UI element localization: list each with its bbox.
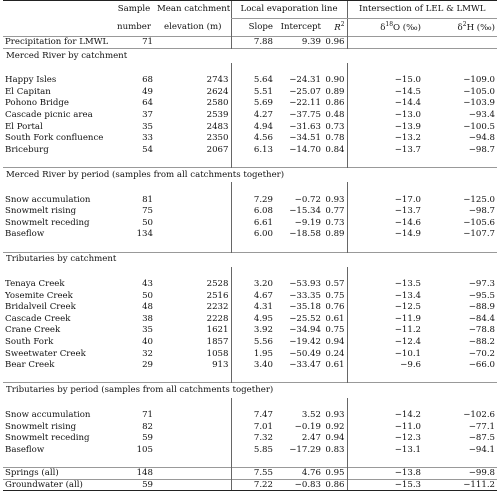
cell-n: 48: [142, 302, 153, 313]
cell-intercept: −53.93: [289, 279, 321, 290]
cell-intercept: −33.35: [289, 290, 321, 301]
cell-d2: −102.6: [463, 410, 496, 421]
table-row: [3, 479, 497, 491]
cell-name: Snow accumulation: [5, 194, 91, 205]
cell-r2: 0.61: [325, 360, 345, 371]
cell-intercept: −22.11: [289, 98, 321, 109]
cell-r2: 0.96: [323, 37, 347, 49]
cell-elev: [155, 410, 231, 422]
cell-intercept: −14.70: [289, 144, 321, 155]
cell-d2: −94.8: [468, 133, 496, 144]
cell-d18: −13.7: [347, 144, 423, 156]
table-row: [3, 86, 497, 98]
cell-intercept: −34.51: [289, 133, 321, 144]
cell-r2: 0.76: [325, 302, 345, 313]
cell-d2: −93.4: [468, 109, 496, 120]
cell-r2: 0.24: [325, 348, 345, 359]
cell-elev: 2483: [206, 121, 229, 132]
cell-n: 134: [136, 229, 153, 240]
cell-r2: 0.61: [325, 313, 345, 324]
cell-intercept: −0.83: [275, 479, 323, 491]
cell-elev: 2528: [206, 279, 229, 290]
cell-d2: [423, 37, 497, 49]
table-row: [3, 279, 497, 291]
cell-elev: 2743: [206, 75, 229, 86]
cell-slope: 6.00: [231, 229, 275, 241]
cell-d2: −105.6: [463, 217, 496, 228]
cell-d2: −66.0: [468, 360, 496, 371]
cell-name: Baseflow: [5, 229, 45, 240]
cell-elev: [155, 444, 231, 456]
table-row: [3, 433, 497, 445]
cell-r2: 0.93: [325, 194, 345, 205]
cell-intercept: −34.94: [289, 325, 321, 336]
cell-elev: [155, 194, 231, 206]
cell-d2: −98.7: [468, 206, 496, 217]
cell-intercept: −31.63: [289, 121, 321, 132]
cell-r2: 0.73: [325, 121, 345, 132]
header-elevation-bottom: elevation (m): [164, 21, 222, 32]
section-heading-row: [3, 383, 497, 398]
cell-slope: 4.31: [231, 302, 275, 314]
cell-slope: 4.95: [231, 313, 275, 325]
cell-elev: [155, 37, 231, 49]
cell-elev: [155, 479, 231, 491]
header-r2-base: R: [334, 23, 341, 34]
cell-n: 64: [142, 98, 153, 109]
cell-r2: 0.90: [325, 75, 345, 86]
cell-intercept: −15.34: [289, 206, 321, 217]
section-heading: Merced River by catchment: [3, 48, 497, 63]
header-sample-bottom: number: [117, 21, 151, 32]
cell-n: 38: [142, 313, 153, 324]
cell-n: 29: [142, 360, 153, 371]
cell-n: 35: [142, 325, 153, 336]
cell-elev: 2067: [206, 144, 229, 155]
cell-slope: 3.40: [231, 360, 275, 372]
section-heading: Tributaries by catchment: [3, 252, 497, 267]
cell-d2: −88.9: [468, 302, 496, 313]
table-row: [3, 144, 497, 156]
cell-slope: 7.88: [231, 37, 275, 49]
cell-r2: 0.94: [325, 433, 345, 444]
cell-slope: 7.01: [231, 421, 275, 433]
cell-n: 32: [142, 348, 153, 359]
cell-d18: −14.9: [347, 229, 423, 241]
cell-name: Bear Creek: [5, 360, 55, 371]
cell-slope: 7.47: [231, 410, 275, 422]
cell-d2: −109.0: [463, 75, 496, 86]
header-elevation-top: Mean catchment: [155, 1, 231, 19]
cell-d18: −12.3: [347, 433, 423, 445]
table-row: [3, 109, 497, 121]
cell-slope: 4.67: [231, 290, 275, 302]
cell-slope: 6.08: [231, 206, 275, 218]
cell-intercept: −0.19: [294, 421, 321, 432]
cell-d2: −107.7: [463, 229, 496, 240]
section-heading: Tributaries by period (samples from all catchments together): [3, 383, 497, 398]
table-row: [3, 75, 497, 87]
cell-slope: 3.20: [231, 279, 275, 291]
cell-d2: −78.8: [468, 325, 496, 336]
cell-slope: 1.95: [231, 348, 275, 360]
cell-d2: −95.5: [468, 290, 496, 301]
cell-elev: [155, 433, 231, 445]
cell-n: 71: [113, 37, 155, 49]
table-row: [3, 206, 497, 218]
section-heading-row: [3, 167, 497, 182]
cell-name: Cascade Creek: [5, 313, 71, 324]
table-row: [3, 217, 497, 229]
cell-name: El Capitan: [5, 86, 51, 97]
header-r2: [323, 19, 347, 37]
cell-d18: −13.5: [347, 279, 423, 291]
table-row: [3, 325, 497, 337]
cell-intercept: −17.29: [289, 444, 321, 455]
cell-r2: 0.86: [323, 479, 347, 491]
cell-n: 33: [142, 133, 153, 144]
header-d2h: $\delta^2H$ (‰): [457, 21, 496, 34]
table-row: [3, 360, 497, 372]
cell-name: Crane Creek: [5, 325, 61, 336]
cell-d18: −12.5: [347, 302, 423, 314]
cell-elev: 2350: [206, 133, 229, 144]
cell-d2: −84.4: [468, 313, 496, 324]
table-row: [3, 290, 497, 302]
cell-intercept: −37.75: [289, 109, 321, 120]
cell-elev: [155, 217, 231, 229]
cell-intercept: −33.47: [289, 360, 321, 371]
table-row: [3, 468, 497, 480]
cell-slope: 4.56: [231, 133, 275, 145]
cell-r2: 0.83: [325, 444, 345, 455]
section-heading-row: [3, 252, 497, 267]
cell-n: 75: [142, 206, 153, 217]
cell-slope: 6.61: [231, 217, 275, 229]
cell-n: 105: [136, 444, 153, 455]
cell-slope: 5.85: [231, 444, 275, 456]
cell-slope: 5.51: [231, 86, 275, 98]
cell-slope: 7.29: [231, 194, 275, 206]
table-row: [3, 313, 497, 325]
cell-r2: 0.86: [325, 98, 345, 109]
header-intersection-group: Intersection of LEL & LMWL: [347, 1, 497, 19]
cell-name: Baseflow: [5, 444, 45, 455]
cell-r2: 0.48: [325, 109, 345, 120]
cell-name: Snowmelt rising: [5, 206, 77, 217]
cell-name: Snowmelt rising: [5, 421, 77, 432]
cell-elev: 2624: [206, 86, 229, 97]
cell-elev: 2580: [206, 98, 229, 109]
cell-name: Snow accumulation: [5, 410, 91, 421]
table-row: [3, 410, 497, 422]
cell-slope: 7.55: [231, 468, 275, 480]
cell-slope: 5.64: [231, 75, 275, 87]
cell-d18: −11.2: [347, 325, 423, 337]
cell-name: Precipitation for LMWL: [3, 37, 113, 49]
cell-elev: 2228: [206, 313, 229, 324]
cell-intercept: −35.18: [289, 302, 321, 313]
cell-slope: 3.92: [231, 325, 275, 337]
cell-name: Groundwater (all): [3, 479, 113, 491]
header-intercept: Intercept: [280, 22, 321, 33]
cell-n: 54: [142, 144, 153, 155]
header-sample-top: Sample: [113, 1, 155, 19]
cell-n: 50: [142, 290, 153, 301]
cell-n: 35: [142, 121, 153, 132]
cell-d18: −15.0: [347, 75, 423, 87]
cell-name: Bridalveil Creek: [5, 302, 76, 313]
cell-n: 82: [142, 421, 153, 432]
cell-n: 81: [142, 194, 153, 205]
cell-d18: −13.0: [347, 109, 423, 121]
cell-d2: −94.1: [468, 444, 496, 455]
cell-d18: −13.9: [347, 121, 423, 133]
cell-n: 59: [142, 433, 153, 444]
cell-elev: [155, 468, 231, 480]
cell-slope: 5.56: [231, 337, 275, 349]
cell-elev: [155, 206, 231, 218]
cell-n: 68: [142, 75, 153, 86]
cell-intercept: 9.39: [275, 37, 323, 49]
cell-r2: 0.89: [325, 229, 345, 240]
cell-r2: 0.75: [325, 290, 345, 301]
cell-d2: −103.9: [463, 98, 496, 109]
cell-name: Springs (all): [3, 468, 113, 480]
cell-name: El Portal: [5, 121, 43, 132]
cell-slope: 5.69: [231, 98, 275, 110]
table-row: [3, 348, 497, 360]
cell-d18: −13.4: [347, 290, 423, 302]
table-row: [3, 302, 497, 314]
cell-r2: 0.84: [325, 144, 345, 155]
cell-elev: 1621: [206, 325, 229, 336]
cell-elev: 2539: [206, 109, 229, 120]
table-row: [3, 121, 497, 133]
cell-d2: −98.7: [468, 144, 496, 155]
cell-elev: [155, 421, 231, 433]
cell-intercept: −25.52: [289, 313, 321, 324]
cell-name: Briceburg: [5, 144, 49, 155]
cell-d2: −77.1: [468, 421, 496, 432]
cell-d18: −9.6: [347, 360, 423, 372]
cell-d18: −14.6: [347, 217, 423, 229]
isotope-evaporation-table: [3, 0, 497, 491]
cell-elev: 913: [212, 360, 229, 371]
cell-d2: −105.0: [463, 86, 496, 97]
cell-r2: 0.78: [325, 133, 345, 144]
cell-name: Sweetwater Creek: [5, 348, 86, 359]
cell-d2: −111.2: [423, 479, 497, 491]
cell-d18: −10.1: [347, 348, 423, 360]
cell-d2: −100.5: [463, 121, 496, 132]
cell-n: 49: [142, 86, 153, 97]
cell-n: 71: [142, 410, 153, 421]
cell-d18: −17.0: [347, 194, 423, 206]
header-blank: [3, 1, 113, 19]
cell-intercept: −50.49: [289, 348, 321, 359]
cell-d18: −14.2: [347, 410, 423, 422]
cell-d2: −70.2: [468, 348, 496, 359]
table-row: [3, 444, 497, 456]
table-row: [3, 229, 497, 241]
cell-d2: −88.2: [468, 337, 496, 348]
cell-r2: 0.57: [325, 279, 345, 290]
cell-n: 40: [142, 337, 153, 348]
cell-d2: −97.3: [468, 279, 496, 290]
cell-d18: −14.5: [347, 86, 423, 98]
cell-elev: 1058: [206, 348, 229, 359]
cell-n: 148: [113, 468, 155, 480]
cell-name: Cascade picnic area: [5, 109, 93, 120]
table-body: [3, 37, 497, 491]
header-row-1: [3, 1, 497, 19]
cell-d2: −99.8: [423, 468, 497, 480]
cell-r2: 0.92: [325, 421, 345, 432]
header-row-2: [3, 19, 497, 37]
table-row: [3, 98, 497, 110]
cell-r2: 0.73: [325, 217, 345, 228]
cell-r2: 0.93: [325, 410, 345, 421]
header-slope: Slope: [231, 19, 275, 37]
cell-d18: −11.0: [347, 421, 423, 433]
cell-d18: −13.7: [347, 206, 423, 218]
cell-intercept: −24.31: [289, 75, 321, 86]
cell-name: Snowmelt receding: [5, 217, 90, 228]
cell-n: 50: [142, 217, 153, 228]
cell-n: 43: [142, 279, 153, 290]
cell-r2: 0.75: [325, 325, 345, 336]
cell-r2: 0.94: [325, 337, 345, 348]
section-heading-row: [3, 48, 497, 63]
header-d18o: $\delta^{18}O$ (‰): [347, 19, 423, 37]
cell-d18: −14.4: [347, 98, 423, 110]
table-row: [3, 133, 497, 145]
cell-elev: 1857: [206, 337, 229, 348]
cell-intercept: −18.58: [289, 229, 321, 240]
cell-d18: −13.2: [347, 133, 423, 145]
table-row: [3, 337, 497, 349]
cell-slope: 4.27: [231, 109, 275, 121]
cell-intercept: −0.72: [294, 194, 321, 205]
table-row: [3, 37, 497, 49]
cell-d18: −13.1: [347, 444, 423, 456]
cell-intercept: 2.47: [301, 433, 321, 444]
cell-elev: [155, 229, 231, 241]
cell-r2: 0.95: [323, 468, 347, 480]
cell-slope: 7.32: [231, 433, 275, 445]
cell-name: Tenaya Creek: [5, 279, 65, 290]
cell-intercept: 4.76: [275, 468, 323, 480]
section-heading: Merced River by period (samples from all catchments together): [3, 167, 497, 182]
cell-name: South Fork: [5, 337, 54, 348]
cell-intercept: −19.42: [289, 337, 321, 348]
cell-name: South Fork confluence: [5, 133, 104, 144]
cell-name: Happy Isles: [5, 75, 57, 86]
table-row: [3, 194, 497, 206]
cell-slope: 7.22: [231, 479, 275, 491]
cell-d18: [347, 37, 423, 49]
cell-name: Yosemite Creek: [5, 290, 73, 301]
cell-d2: −87.5: [468, 433, 496, 444]
cell-r2: 0.77: [325, 206, 345, 217]
cell-r2: 0.89: [325, 86, 345, 97]
cell-n: 37: [142, 109, 153, 120]
cell-elev: 2516: [206, 290, 229, 301]
cell-d18: −11.9: [347, 313, 423, 325]
cell-intercept: −25.07: [289, 86, 321, 97]
header-lel-group: Local evaporation line: [231, 1, 347, 19]
cell-intercept: 3.52: [301, 410, 321, 421]
cell-name: Snowmelt receding: [5, 433, 90, 444]
table-row: [3, 421, 497, 433]
cell-slope: 6.13: [231, 144, 275, 156]
cell-name: Pohono Bridge: [5, 98, 70, 109]
cell-d2: −125.0: [463, 194, 496, 205]
cell-d18: −15.3: [347, 479, 423, 491]
cell-elev: 2232: [206, 302, 229, 313]
header-r2-sup: 2: [340, 21, 345, 29]
cell-n: 59: [113, 479, 155, 491]
cell-slope: 4.94: [231, 121, 275, 133]
cell-intercept: −9.19: [294, 217, 321, 228]
cell-d18: −13.8: [347, 468, 423, 480]
cell-d18: −12.4: [347, 337, 423, 349]
